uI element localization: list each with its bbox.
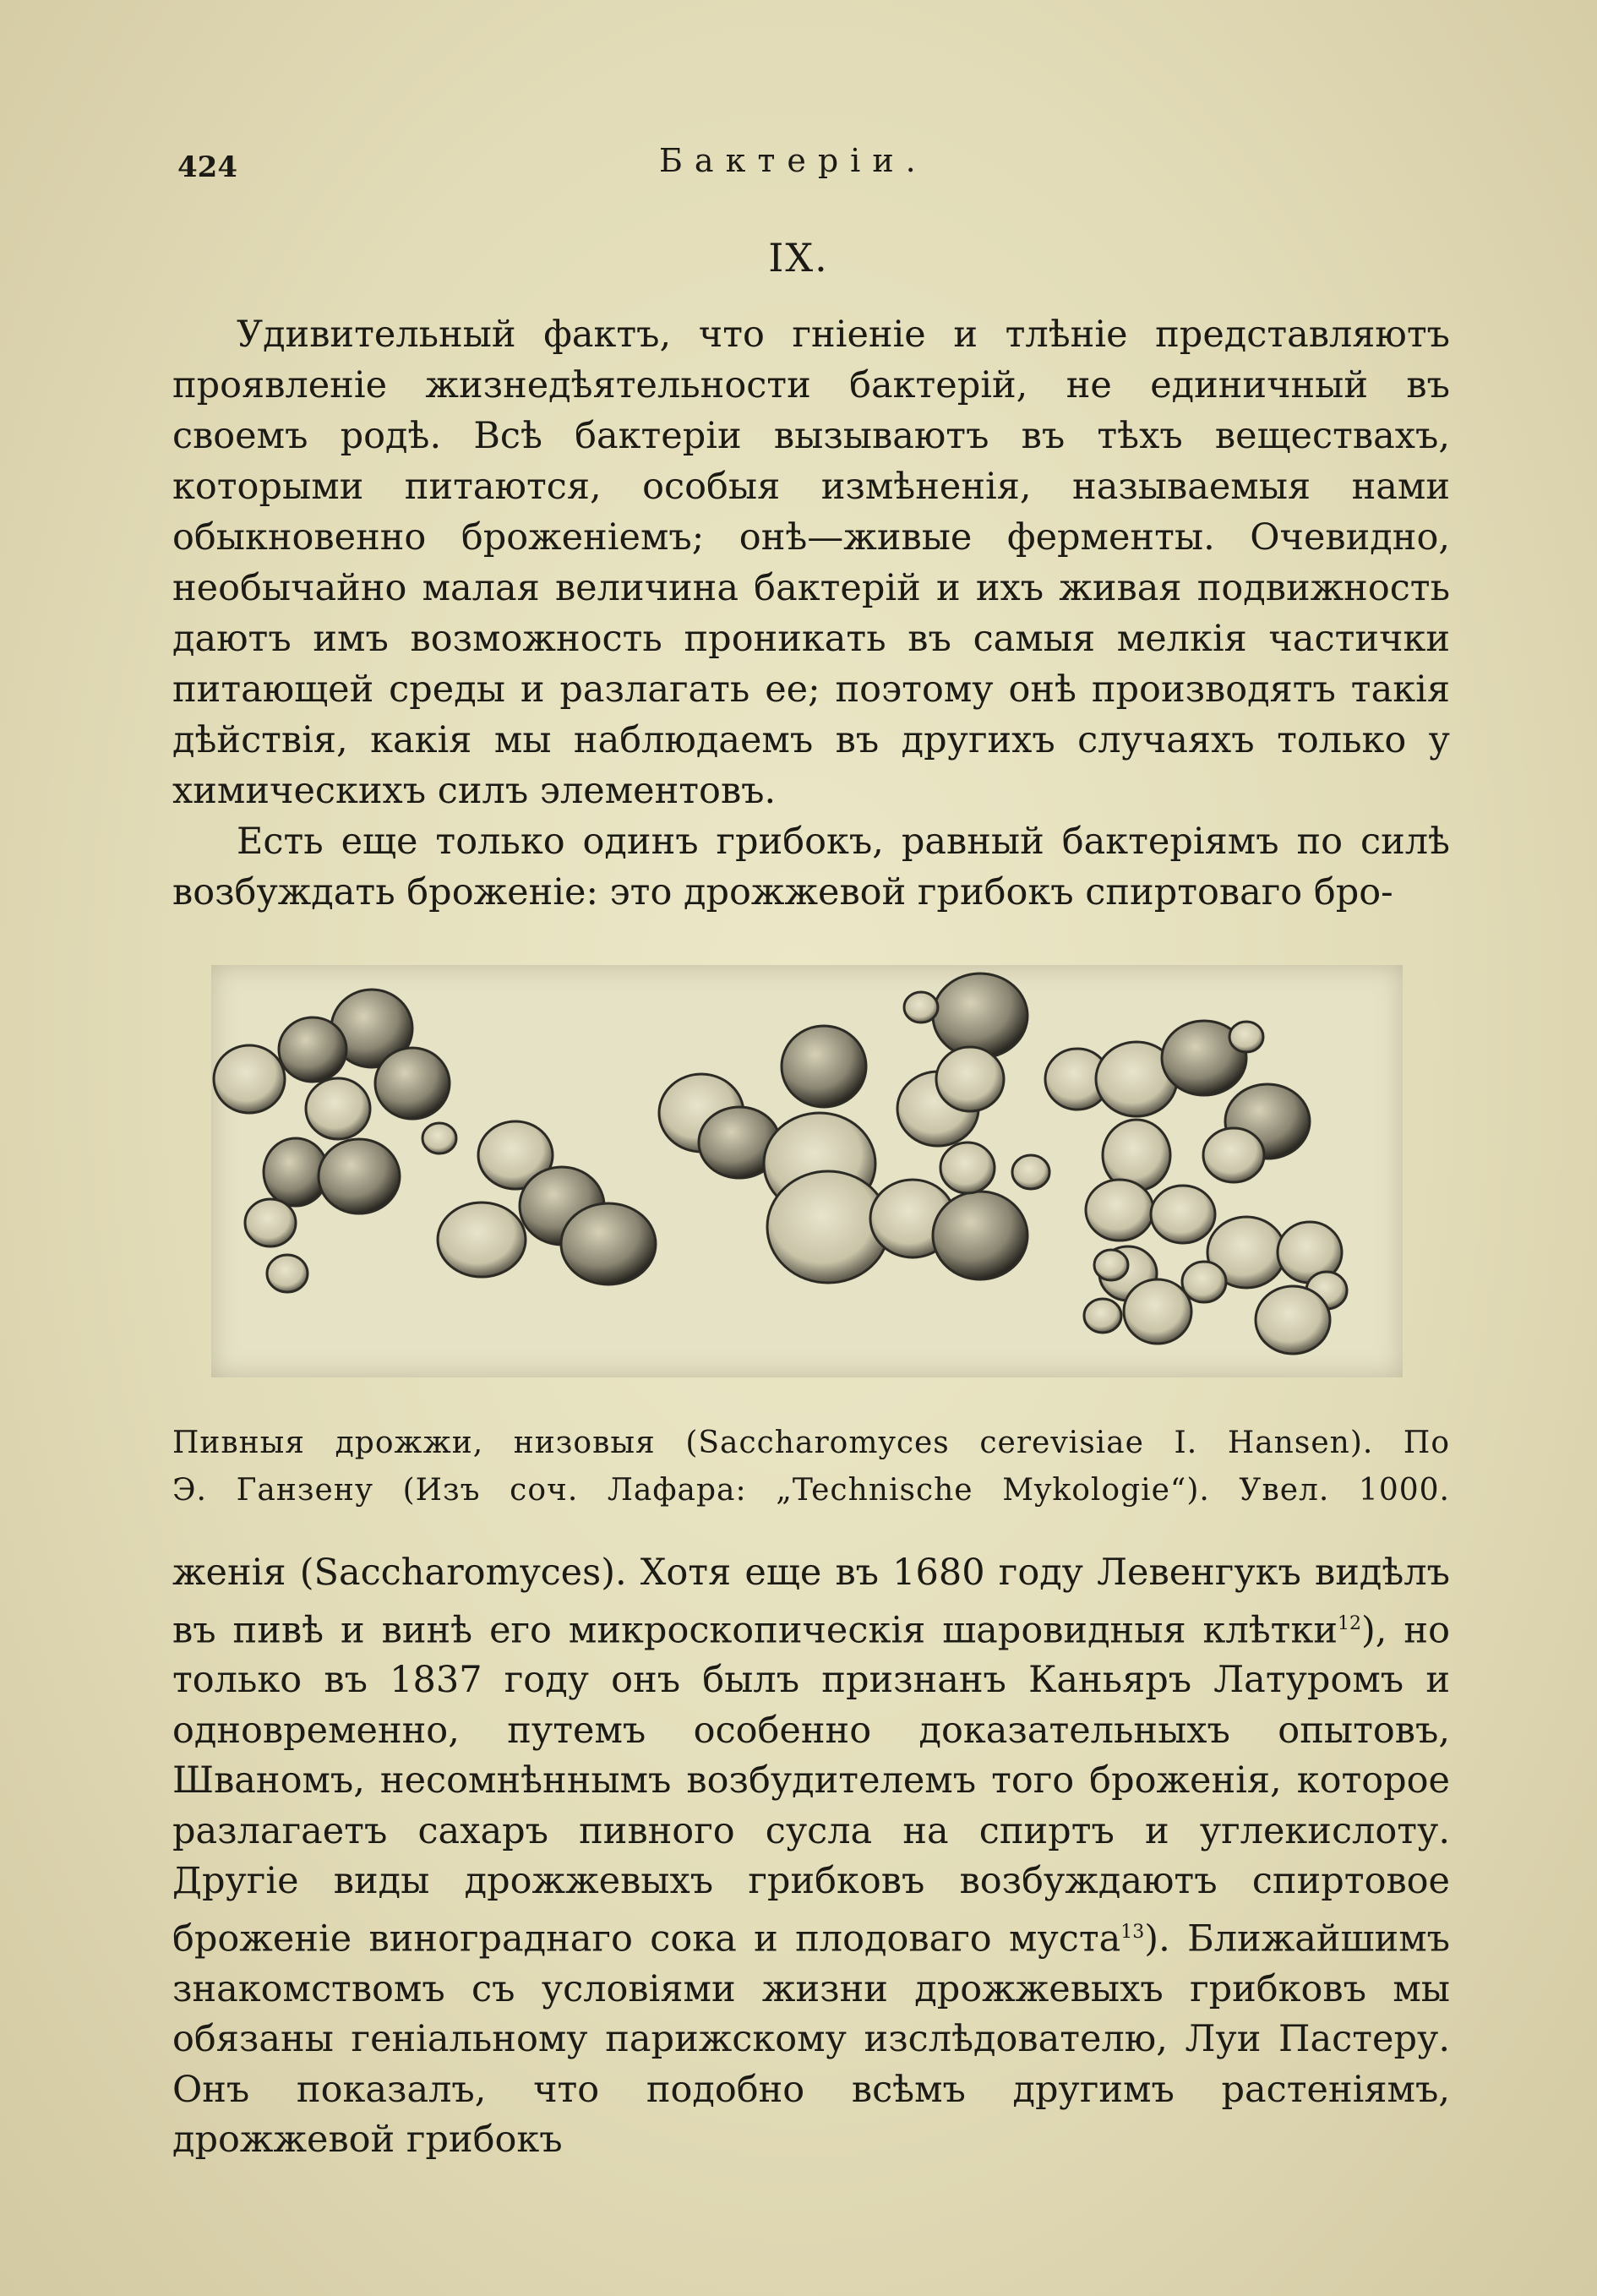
paragraph: Удивительный фактъ, что гніеніе и тлѣніе представляютъ проявленіе жизнедѣятельности бактерій, не единичный въ своемъ родѣ. Всѣ бактеріи вызываютъ въ тѣхъ веществахъ, которыми питаются, особыя измѣненія, называемыя нами обыкновенно броженіемъ; онѣ—живые ферменты. Очевидно, необычайно малая величина бактерій и ихъ живая подвижность даютъ имъ возможность проникать въ самыя мелкія частички питающей среды и разлагать ее; поэтому онѣ производятъ такія дѣйствія, какія мы наблюдаемъ въ другихъ случаяхъ только у химическихъ силъ элементовъ.: [172, 314, 1450, 812]
yeast-cell: [904, 992, 938, 1023]
yeast-cell: [1124, 1279, 1191, 1344]
paragraph: Есть еще только одинъ грибокъ, равный бактеріямъ по силѣ возбуждать броженіе: это дрожжевой грибокъ спиртоваго бро-: [172, 821, 1450, 913]
footnote-ref: 12: [1338, 1612, 1361, 1634]
yeast-cells-drawing: [211, 965, 1403, 1377]
yeast-cell: [1086, 1180, 1153, 1241]
text-run: ). Ближайшимъ знакомствомъ съ условіями жизни дрожжевыхъ грибковъ мы обязаны геніальному парижскому изслѣдователю, Луи Пастеру. Онъ показалъ, что подобно всѣмъ другимъ растеніямъ, дрожжевой грибокъ: [172, 1917, 1450, 2162]
yeast-cell: [375, 1048, 450, 1119]
yeast-cell: [1256, 1286, 1330, 1354]
page-number: 424: [177, 150, 237, 184]
caption-line-2: Э. Ганзену (Изъ соч. Лафара: „Technische Mykologie“). Увел. 1000.: [172, 1473, 1450, 1508]
paragraph: [172, 1548, 1450, 2166]
yeast-cell: [1182, 1262, 1226, 1302]
yeast-cell: [1012, 1155, 1049, 1189]
yeast-cell: [267, 1255, 308, 1292]
text-run: женія (Saccharomyces). Хотя еще въ 1680 году Левенгукъ видѣлъ въ пивѣ и винѣ его микроскопическія шаровидныя клѣтки: [172, 1552, 1450, 1651]
body-text-top: [172, 309, 1450, 918]
yeast-cell: [561, 1203, 656, 1284]
text-run: ), но только въ 1837 году онъ былъ признанъ Каньяръ Латуромъ и одновременно, путемъ особенно доказательныхъ опытовъ, Шваномъ, несомнѣннымъ возбудителемъ того броженія, которое разлагаетъ сахаръ пивного сусла на спиртъ и углекислоту. Другіе виды дрожжевыхъ грибковъ возбуждаютъ спиртовое броженіе винограднаго сока и плодоваго муста: [172, 1608, 1450, 1961]
section-heading: IX.: [768, 235, 829, 281]
yeast-cell: [1229, 1022, 1263, 1052]
yeast-cell: [245, 1199, 296, 1246]
running-title: Бактеріи.: [659, 142, 928, 179]
page-header: [177, 142, 1445, 193]
figure-caption: [172, 1420, 1450, 1514]
yeast-cell: [279, 1017, 346, 1082]
yeast-cell: [1094, 1250, 1128, 1280]
caption-line-1: Пивныя дрожжи, низовыя (Saccharomyces cerevisiae I. Hansen). По: [172, 1426, 1450, 1460]
yeast-cell: [933, 973, 1027, 1058]
yeast-cell: [306, 1078, 370, 1139]
yeast-cell: [1203, 1128, 1264, 1182]
yeast-cell: [1084, 1299, 1121, 1333]
yeast-cell: [1151, 1186, 1215, 1243]
yeast-cell: [214, 1045, 285, 1113]
yeast-cell: [782, 1026, 866, 1107]
footnote-ref: 13: [1120, 1921, 1145, 1943]
yeast-cell: [438, 1203, 526, 1277]
yeast-cell: [933, 1192, 1027, 1279]
yeast-cell: [319, 1139, 400, 1213]
yeast-cell: [936, 1047, 1004, 1111]
yeast-illustration: [211, 965, 1403, 1377]
yeast-cell: [422, 1123, 456, 1153]
yeast-cell: [940, 1143, 995, 1193]
body-text-bottom: [172, 1548, 1450, 2166]
